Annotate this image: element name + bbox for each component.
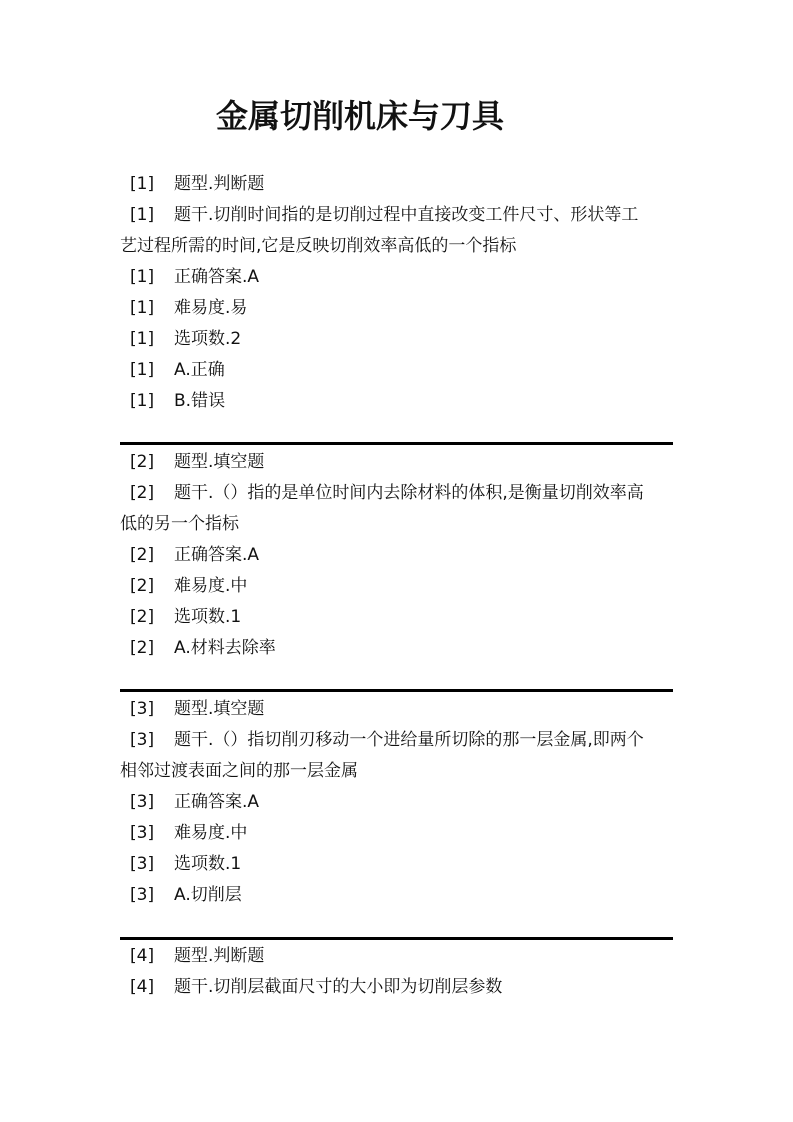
question-line	[120, 200, 680, 231]
question-3	[120, 694, 680, 911]
question-line	[120, 972, 680, 1003]
question-text-continued: 低的另一个指标	[120, 514, 239, 534]
question-line	[120, 447, 680, 478]
question-text: A.切削层	[174, 885, 242, 905]
question-number: [3]	[130, 885, 155, 905]
document-title: 金属切削机床与刀具	[215, 97, 504, 135]
question-text: 选项数.2	[174, 329, 242, 349]
question-text: A.正确	[174, 360, 225, 380]
question-number: [2]	[130, 576, 155, 596]
question-text: 正确答案.A	[174, 267, 260, 287]
question-2	[120, 447, 680, 664]
question-text: 选项数.1	[174, 854, 242, 874]
question-4	[120, 941, 680, 1003]
question-text: 题干.切削时间指的是切削过程中直接改变工件尺寸、形状等工	[174, 205, 639, 225]
question-number: [3]	[130, 792, 155, 812]
question-number: [3]	[130, 823, 155, 843]
question-number: [1]	[130, 329, 155, 349]
question-line	[120, 540, 680, 571]
question-text: 题型.判断题	[174, 946, 265, 966]
question-line	[120, 231, 680, 262]
question-text: 题干.（）指切削刃移动一个进给量所切除的那一层金属,即两个	[174, 730, 644, 750]
question-number: [2]	[130, 638, 155, 658]
question-number: [1]	[130, 360, 155, 380]
question-line	[120, 386, 680, 417]
question-text: 正确答案.A	[174, 545, 260, 565]
question-line	[120, 818, 680, 849]
question-line	[120, 602, 680, 633]
question-number: [1]	[130, 391, 155, 411]
question-line	[120, 571, 680, 602]
question-line	[120, 787, 680, 818]
question-line	[120, 293, 680, 324]
divider	[120, 937, 673, 940]
question-number: [2]	[130, 452, 155, 472]
question-text-continued: 相邻过渡表面之间的那一层金属	[120, 761, 358, 781]
divider	[120, 442, 673, 445]
question-number: [3]	[130, 699, 155, 719]
question-line	[120, 169, 680, 200]
question-line	[120, 478, 680, 509]
question-number: [1]	[130, 174, 155, 194]
question-line	[120, 849, 680, 880]
question-text: 难易度.易	[174, 298, 248, 318]
question-line	[120, 262, 680, 293]
question-line	[120, 633, 680, 664]
question-text: 选项数.1	[174, 607, 242, 627]
question-text: 题型.填空题	[174, 452, 265, 472]
question-number: [1]	[130, 267, 155, 287]
question-text: 难易度.中	[174, 823, 248, 843]
question-line	[120, 324, 680, 355]
question-text: 题型.判断题	[174, 174, 265, 194]
question-number: [3]	[130, 730, 155, 750]
question-number: [4]	[130, 946, 155, 966]
question-text: 题干.切削层截面尺寸的大小即为切削层参数	[174, 977, 503, 997]
question-line	[120, 509, 680, 540]
question-text: B.错误	[174, 391, 226, 411]
question-text-continued: 艺过程所需的时间,它是反映切削效率高低的一个指标	[120, 236, 517, 256]
question-number: [4]	[130, 977, 155, 997]
question-1	[120, 169, 680, 417]
question-line	[120, 355, 680, 386]
question-number: [1]	[130, 298, 155, 318]
question-line	[120, 941, 680, 972]
question-number: [3]	[130, 854, 155, 874]
question-text: 题型.填空题	[174, 699, 265, 719]
question-line	[120, 880, 680, 911]
question-text: A.材料去除率	[174, 638, 276, 658]
question-line	[120, 725, 680, 756]
question-text: 题干.（）指的是单位时间内去除材料的体积,是衡量切削效率高	[174, 483, 644, 503]
question-line	[120, 756, 680, 787]
question-number: [2]	[130, 607, 155, 627]
divider	[120, 689, 673, 692]
question-text: 正确答案.A	[174, 792, 260, 812]
question-line	[120, 694, 680, 725]
question-number: [1]	[130, 205, 155, 225]
question-number: [2]	[130, 545, 155, 565]
question-text: 难易度.中	[174, 576, 248, 596]
question-number: [2]	[130, 483, 155, 503]
